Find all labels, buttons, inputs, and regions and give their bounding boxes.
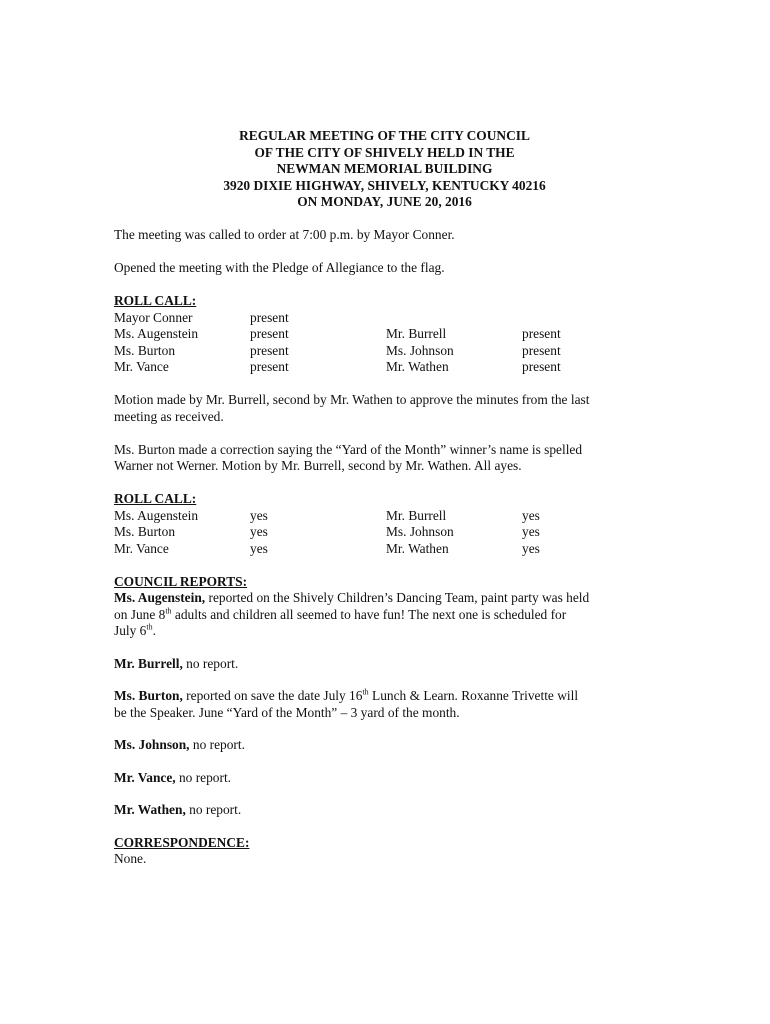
- heading-line-5: ON MONDAY, JUNE 20, 2016: [297, 194, 472, 209]
- document-heading: [110, 128, 659, 211]
- roll-status: present: [250, 309, 289, 325]
- report-name: Mr. Vance,: [114, 769, 176, 785]
- roll-status: present: [522, 342, 561, 358]
- ordinal-suffix: th: [362, 687, 369, 697]
- roll-name: Ms. Burton: [114, 524, 176, 539]
- roll-status: present: [250, 359, 289, 374]
- report-text: no report.: [175, 769, 232, 785]
- pledge-paragraph: Opened the meeting with the Pledge of Allegiance to the flag.: [114, 260, 445, 275]
- roll-name: Mr. Wathen: [386, 540, 449, 556]
- report-text: July 6: [114, 623, 147, 638]
- correction-line-2: Warner not Werner. Motion by Mr. Burrell, second by Mr. Wathen. All ayes.: [114, 458, 522, 473]
- heading-line-1: REGULAR MEETING OF THE CITY COUNCIL: [239, 128, 530, 143]
- report-text: reported on save the date July 16: [182, 688, 363, 703]
- report-name: Ms. Burton,: [114, 688, 183, 703]
- roll-status: present: [522, 326, 561, 341]
- report-augenstein-line-1: [114, 590, 659, 607]
- report-text: reported on the Shively Children’s Dancing Team, paint party was held: [205, 590, 590, 605]
- report-johnson: [114, 737, 659, 754]
- motion-minutes-paragraph: [114, 392, 659, 425]
- roll-empty: [522, 310, 642, 327]
- report-text: on June 8: [114, 606, 166, 622]
- correspondence-section: [114, 835, 659, 868]
- report-text: no report.: [189, 737, 245, 752]
- roll-status: present: [522, 359, 561, 374]
- roll-call-table-1: [114, 310, 659, 376]
- report-augenstein: [114, 590, 659, 640]
- roll-name: Mr. Burrell: [386, 326, 447, 341]
- roll-name: Mr. Vance: [114, 359, 169, 374]
- report-burton: [114, 688, 659, 721]
- roll-call-section-2: [114, 491, 659, 557]
- correction-paragraph: [114, 442, 659, 475]
- correspondence-text: None.: [114, 851, 147, 866]
- roll-call-table-2: [114, 508, 659, 558]
- council-reports-section: [114, 574, 659, 819]
- report-wathen: [114, 802, 659, 819]
- report-text: no report.: [185, 802, 242, 817]
- ordinal-suffix: th: [165, 606, 172, 616]
- roll-call-section-1: [114, 293, 659, 376]
- heading-line-3: NEWMAN MEMORIAL BUILDING: [276, 161, 493, 176]
- report-name: Ms. Johnson,: [114, 737, 190, 752]
- report-vance: [114, 770, 659, 787]
- roll-name: Ms. Burton: [114, 342, 176, 358]
- roll-vote: yes: [250, 540, 268, 556]
- roll-vote: yes: [522, 524, 540, 539]
- correspondence-title: CORRESPONDENCE:: [114, 834, 250, 850]
- roll-vote: yes: [522, 540, 540, 556]
- report-name: Ms. Augenstein,: [114, 590, 206, 605]
- minutes-content: [114, 128, 659, 868]
- heading-line-4: 3920 DIXIE HIGHWAY, SHIVELY, KENTUCKY 40216: [223, 177, 546, 193]
- roll-vote: yes: [522, 507, 540, 523]
- report-text: Lunch & Learn. Roxanne Trivette will: [368, 688, 579, 703]
- heading-line-2: OF THE CITY OF SHIVELY HELD IN THE: [254, 144, 515, 160]
- motion-minutes-line-2: meeting as received.: [114, 408, 224, 424]
- roll-empty: [386, 310, 522, 327]
- roll-name: Ms. Augenstein: [114, 326, 199, 341]
- ordinal-suffix: th: [146, 622, 153, 632]
- roll-vote: yes: [250, 524, 268, 539]
- roll-name: Mr. Burrell: [386, 507, 447, 523]
- report-augenstein-line-2: [114, 607, 659, 624]
- roll-status: present: [250, 342, 289, 358]
- roll-status: present: [250, 326, 289, 341]
- roll-name: Mayor Conner: [114, 309, 193, 325]
- report-burrell: [114, 656, 659, 673]
- roll-call-title: ROLL CALL:: [114, 293, 197, 308]
- roll-name: Ms. Johnson: [386, 524, 454, 539]
- roll-call-title: ROLL CALL:: [114, 491, 197, 506]
- roll-vote: yes: [250, 507, 268, 523]
- called-to-order-paragraph: The meeting was called to order at 7:00 p.m. by Mayor Conner.: [114, 227, 455, 242]
- roll-name: Mr. Wathen: [386, 359, 449, 374]
- report-text: no report.: [182, 655, 239, 671]
- report-text: .: [152, 623, 156, 638]
- council-reports-title: COUNCIL REPORTS:: [114, 573, 248, 589]
- report-augenstein-line-3: [114, 623, 659, 640]
- report-burton-line-1: [114, 688, 659, 705]
- correction-line-1: Ms. Burton made a correction saying the “Yard of the Month” winner’s name is spelled: [114, 441, 583, 457]
- report-burton-line-2: be the Speaker. June “Yard of the Month” – 3 yard of the month.: [114, 704, 460, 720]
- roll-name: Ms. Augenstein: [114, 507, 199, 523]
- report-text: adults and children all seemed to have fun! The next one is scheduled for: [171, 606, 567, 622]
- report-name: Mr. Burrell,: [114, 655, 183, 671]
- report-name: Mr. Wathen,: [114, 802, 186, 817]
- motion-minutes-line-1: Motion made by Mr. Burrell, second by Mr. Wathen to approve the minutes from the last: [114, 392, 590, 407]
- roll-name: Mr. Vance: [114, 540, 169, 556]
- roll-name: Ms. Johnson: [386, 342, 454, 358]
